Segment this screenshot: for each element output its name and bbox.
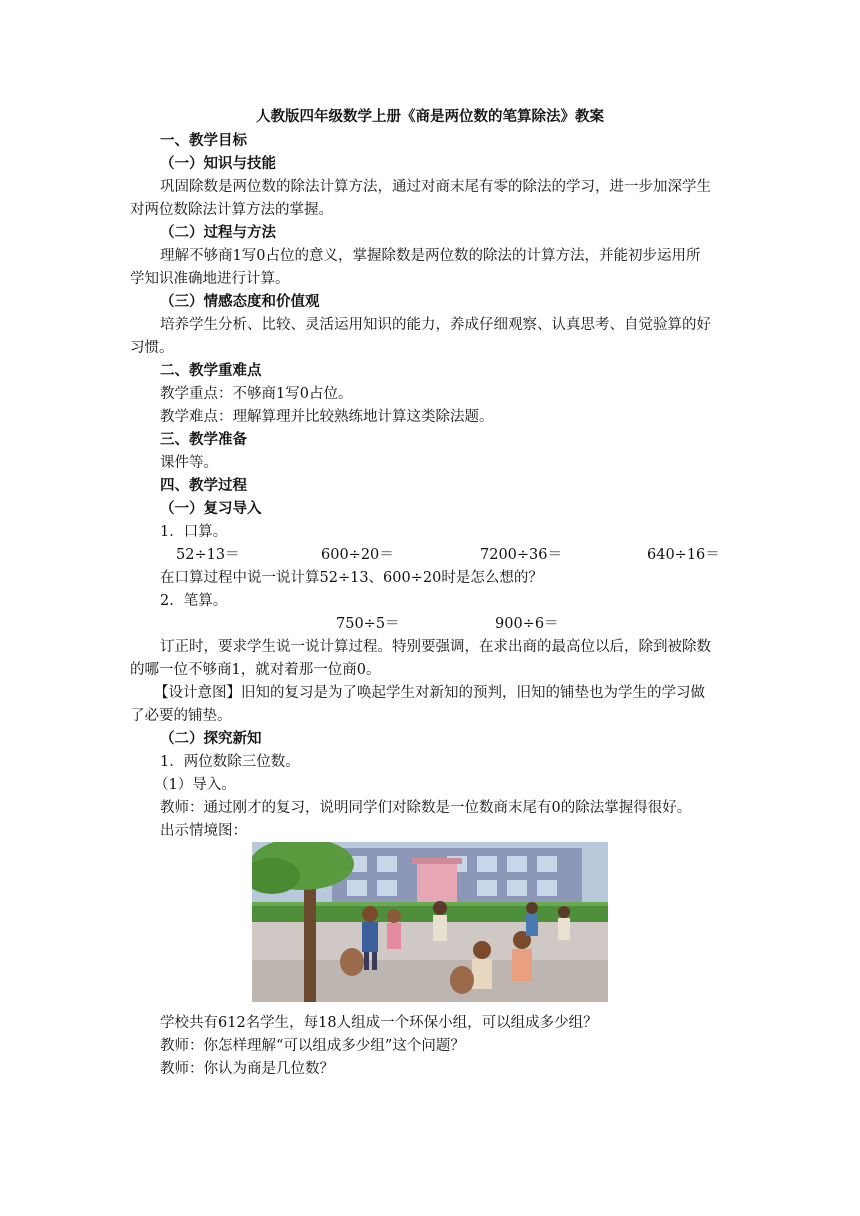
paragraph-line: 了必要的铺垫。 bbox=[130, 708, 232, 724]
paragraph-line: 理解不够商1写0占位的意义，掌握除数是两位数的除法的计算方法，并能初步运用所 bbox=[160, 248, 701, 264]
paragraph-line: 学知识准确地进行计算。 bbox=[130, 271, 290, 287]
paragraph-line: 在口算过程中说一说计算52÷13、600÷20时是怎么想的？ bbox=[160, 570, 543, 586]
subsection-heading: （一）知识与技能 bbox=[160, 155, 276, 172]
tree-trunk bbox=[304, 872, 316, 1002]
expression: 7200÷36＝ bbox=[480, 547, 563, 563]
paragraph-line: 习惯。 bbox=[130, 340, 174, 356]
expression: 900÷6＝ bbox=[495, 616, 559, 632]
section-heading: 四、教学过程 bbox=[160, 477, 247, 494]
list-item: 1．口算。 bbox=[160, 524, 228, 540]
list-item: 1．两位数除三位数。 bbox=[160, 754, 300, 770]
section-heading: 三、教学准备 bbox=[160, 431, 247, 448]
list-item: （1）导入。 bbox=[154, 777, 236, 793]
scene-illustration bbox=[252, 842, 608, 1002]
list-item: 2．笔算。 bbox=[160, 593, 228, 609]
expression: 52÷13＝ bbox=[176, 547, 240, 563]
door-canopy bbox=[412, 858, 462, 864]
paragraph-line: 教学重点：不够商1写0占位。 bbox=[160, 386, 353, 402]
document-title: 人教版四年级数学上册《商是两位数的笔算除法》教案 bbox=[256, 108, 604, 125]
subsection-heading: （二）过程与方法 bbox=[160, 224, 276, 241]
paragraph-line: 教师：通过刚才的复习，说明同学们对除数是一位数商末尾有0的除法掌握得很好。 bbox=[160, 800, 692, 816]
paragraph-line: 课件等。 bbox=[160, 455, 218, 471]
paragraph-line: 的哪一位不够商1，就对着那一位商0。 bbox=[130, 662, 381, 678]
paragraph-line: 订正时，要求学生说一说计算过程。特别要强调，在求出商的最高位以后，除到被除数 bbox=[160, 639, 711, 655]
paragraph-line: 教师：你认为商是几位数？ bbox=[160, 1061, 334, 1077]
paragraph-line: 教学难点：理解算理并比较熟练地计算这类除法题。 bbox=[160, 409, 494, 425]
scene-svg bbox=[252, 842, 608, 1002]
paragraph-line: 教师：你怎样理解“可以组成多少组”这个问题？ bbox=[160, 1038, 465, 1054]
paragraph-line: 巩固除数是两位数的除法计算方法，通过对商末尾有零的除法的学习，进一步加深学生 bbox=[160, 179, 711, 195]
paragraph-line: 培养学生分析、比较、灵活运用知识的能力，养成仔细观察、认真思考、自觉验算的好 bbox=[160, 317, 711, 333]
paragraph-line: 【设计意图】旧知的复习是为了唤起学生对新知的预判，旧知的铺垫也为学生的学习做 bbox=[154, 685, 705, 701]
paragraph-line: 学校共有612名学生，每18人组成一个环保小组，可以组成多少组？ bbox=[160, 1015, 598, 1031]
expression: 600÷20＝ bbox=[321, 547, 394, 563]
subsection-heading: （一）复习导入 bbox=[160, 500, 262, 517]
section-heading: 一、教学目标 bbox=[160, 132, 247, 149]
section-heading: 二、教学重难点 bbox=[160, 362, 262, 379]
expression: 640÷16＝ bbox=[647, 547, 720, 563]
subsection-heading: （三）情感态度和价值观 bbox=[160, 293, 320, 310]
paragraph-line: 出示情境图： bbox=[160, 823, 247, 839]
subsection-heading: （二）探究新知 bbox=[160, 730, 262, 747]
paragraph-line: 对两位数除法计算方法的掌握。 bbox=[130, 202, 333, 218]
expression: 750÷5＝ bbox=[336, 616, 400, 632]
